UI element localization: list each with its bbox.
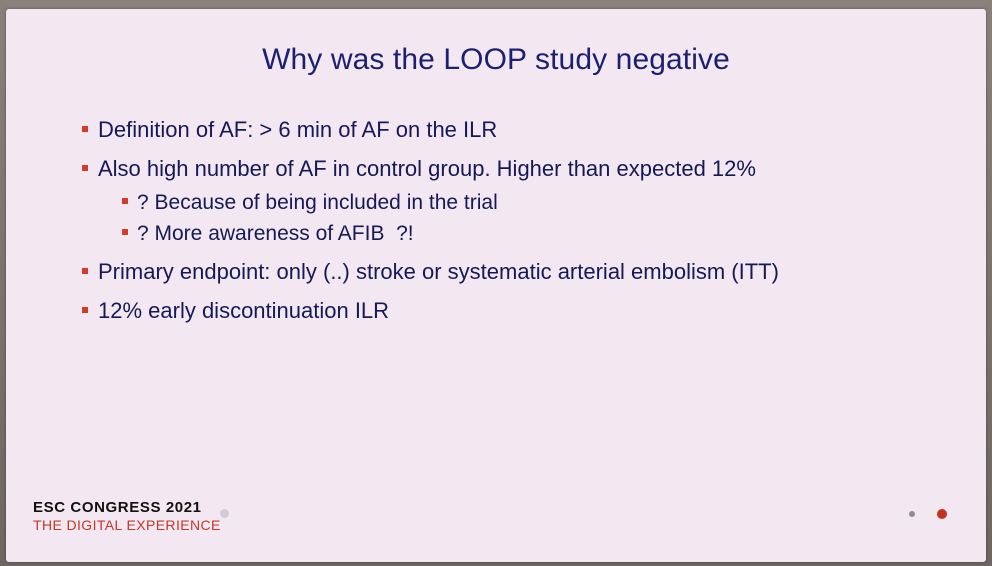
camera-dot-icon — [220, 509, 229, 518]
bullet-square-icon — [122, 198, 128, 204]
bullet-text: Also high number of AF in control group. Higher than expected 12% — [98, 156, 756, 181]
bullet-item — [82, 117, 962, 143]
bullet-square-icon — [82, 307, 88, 313]
bullet-list — [82, 117, 962, 324]
bullet-text: ? More awareness of AFIB ?! — [137, 222, 414, 245]
sub-bullet-item — [82, 190, 962, 216]
bullet-square-icon — [82, 126, 88, 132]
bullet-text: 12% early discontinuation ILR — [98, 298, 390, 323]
bullet-square-icon — [82, 165, 88, 171]
presentation-slide — [6, 9, 986, 562]
bullet-text: ? Because of being included in the trial — [137, 191, 498, 214]
esc-congress-logo — [33, 499, 221, 533]
bullet-square-icon — [122, 229, 128, 235]
brand-subtitle: THE DIGITAL EXPERIENCE — [33, 517, 221, 533]
bullet-square-icon — [82, 268, 88, 274]
bullet-item — [82, 298, 962, 324]
bullet-item — [82, 156, 962, 182]
recording-dot-icon — [937, 509, 947, 519]
slide-title: Why was the LOOP study negative — [262, 43, 730, 76]
brand-title: ESC CONGRESS 2021 — [33, 499, 202, 516]
bullet-item — [82, 259, 962, 285]
bullet-text: Primary endpoint: only (..) stroke or systematic arterial embolism (ITT) — [98, 259, 779, 284]
bullet-text: Definition of AF: > 6 min of AF on the ILR — [98, 117, 498, 142]
slide-indicator-dot-icon — [909, 511, 915, 517]
sub-bullet-item — [82, 221, 962, 247]
